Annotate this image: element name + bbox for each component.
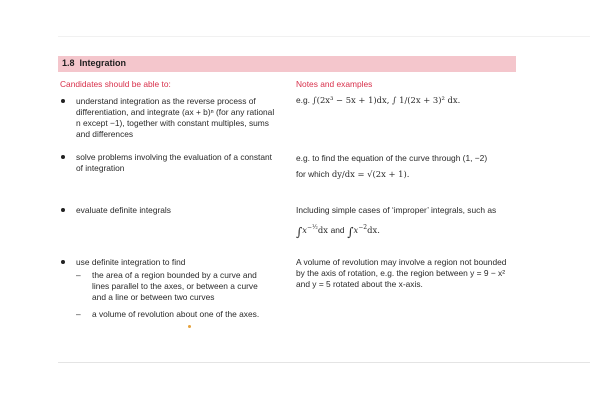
sub-item-text: the area of a region bounded by a curve and lines parallel to the axes, or between a curve and a line or between two curves bbox=[92, 270, 258, 302]
bullet-icon bbox=[61, 99, 65, 103]
note-example-4 bbox=[296, 257, 516, 290]
note-example-1 bbox=[296, 95, 516, 106]
left-column-heading: Candidates should be able to: bbox=[60, 79, 171, 89]
integral-expression: ∫(2x³ − 5x + 1)dx, ∫ 1/(2x + 3)² dx. bbox=[312, 95, 461, 105]
improper-integrals: $\int x^{-\frac{1}{2}}dx$ and $\int x^{-2}dx$. bbox=[296, 224, 380, 239]
bullet-icon bbox=[61, 155, 65, 159]
and-word: and bbox=[330, 225, 345, 235]
objective-text: evaluate definite integrals bbox=[76, 205, 171, 215]
section-number: 1.8 bbox=[62, 58, 75, 68]
dash-icon: – bbox=[76, 270, 81, 280]
note-example-2 bbox=[296, 153, 516, 180]
section-header bbox=[58, 56, 516, 72]
objective-text: use definite integration to find bbox=[76, 257, 186, 267]
section-title bbox=[62, 58, 126, 68]
objective-text: understand integration as the reverse process of differentiation, and integrate (ax + b)ⁿ (for any rational n except −1), together with constant multiples, sums and differences bbox=[76, 96, 275, 139]
bottom-divider bbox=[58, 362, 590, 363]
integrand-b: x bbox=[353, 225, 359, 235]
note-line: Including simple cases of ‘improper’ integrals, such as bbox=[296, 205, 497, 215]
note-text: A volume of revolution may involve a region not bounded by the axis of rotation, e.g. the region between y = 9 − x² and y = 5 rotated about the x-axis. bbox=[296, 257, 507, 289]
right-column-heading: Notes and examples bbox=[296, 79, 373, 89]
note-prefix: e.g. bbox=[296, 95, 310, 105]
bullet-icon bbox=[61, 208, 65, 212]
derivative-expression: dy/dx = √(2x + 1). bbox=[331, 169, 410, 179]
cursor-marker bbox=[188, 325, 191, 328]
dash-icon: – bbox=[76, 309, 81, 319]
sub-item-text: a volume of revolution about one of the axes. bbox=[92, 309, 260, 319]
note-example-3 bbox=[296, 205, 516, 238]
note-prefix: for which bbox=[296, 169, 330, 179]
objective-text: solve problems involving the evaluation of a constant of integration bbox=[76, 152, 272, 173]
note-line: e.g. to find the equation of the curve through (1, −2) bbox=[296, 153, 488, 163]
integrand-a: x bbox=[302, 225, 307, 235]
top-divider bbox=[58, 36, 590, 37]
section-name: Integration bbox=[79, 58, 127, 68]
bullet-icon bbox=[61, 260, 65, 264]
